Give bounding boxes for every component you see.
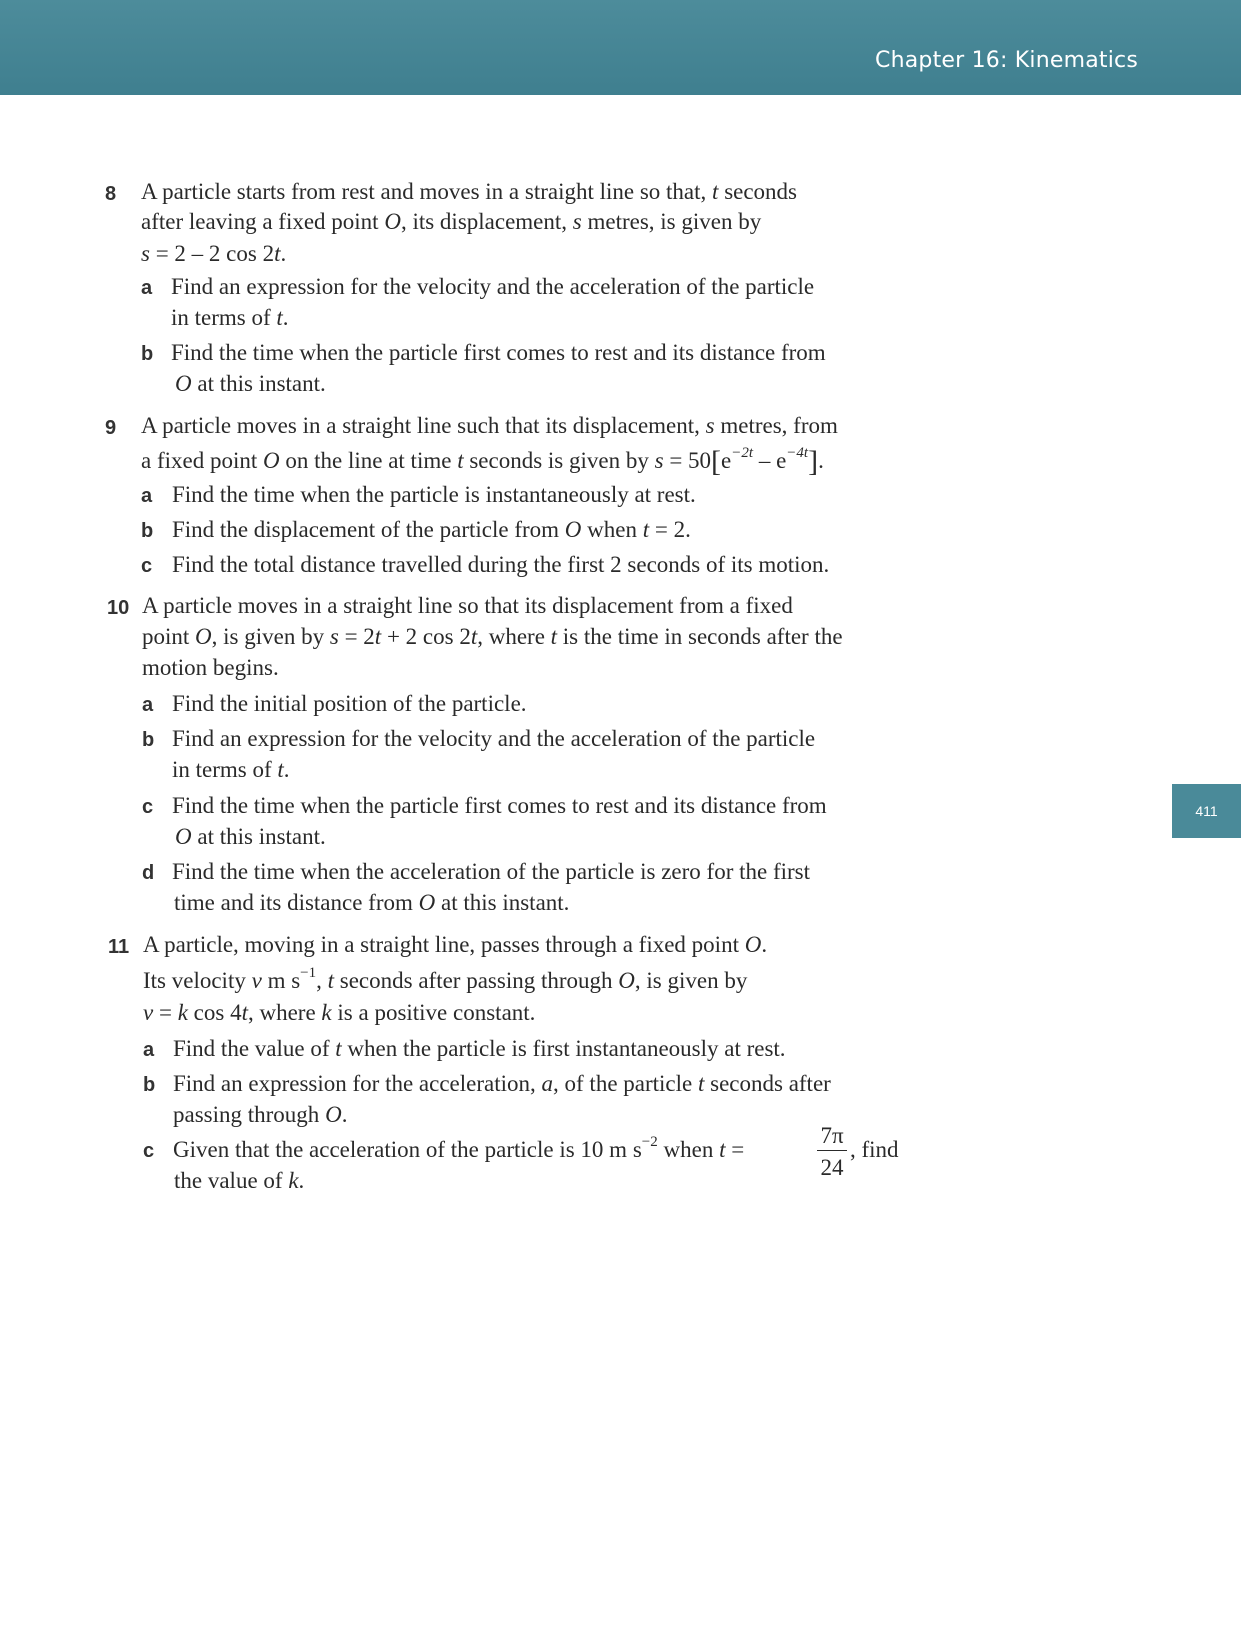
text: , is given by (211, 624, 330, 649)
text: point (142, 624, 196, 649)
question-10-stem-line-3: motion begins. (142, 655, 279, 680)
text: time and its distance from (174, 890, 419, 915)
var-O: O (384, 209, 401, 234)
text: . (761, 932, 768, 957)
text: after leaving a fixed point (141, 209, 385, 234)
question-11c-letter: c (143, 1140, 155, 1162)
text: Given that the acceleration of the particle is 10 m s (173, 1137, 642, 1162)
var-O: O (564, 517, 582, 542)
text: when the particle is first instantaneously at rest. (341, 1036, 786, 1061)
text: cos 4 (187, 1000, 242, 1025)
question-8-equation (141, 242, 286, 265)
text: when (657, 1137, 720, 1162)
question-11b-letter: b (143, 1074, 156, 1096)
text: metres, from (714, 413, 838, 438)
question-8b-letter: b (141, 343, 154, 365)
question-10d-line-2 (174, 891, 569, 914)
question-10c-line-1: Find the time when the particle first comes to rest and its distance from (172, 793, 827, 818)
question-10b-line-1: Find an expression for the velocity and the acceleration of the particle (172, 726, 816, 751)
text: . (280, 241, 287, 266)
text: = 2. (649, 517, 691, 542)
question-8-number: 8 (105, 183, 117, 205)
page-number-tab (1172, 784, 1241, 838)
question-11b-line-1 (173, 1072, 831, 1095)
text: A particle starts from rest and moves in a straight line so that, (141, 179, 713, 204)
text: seconds after passing through (334, 968, 619, 993)
var-O: O (263, 448, 280, 473)
exponent: −2 (641, 1134, 658, 1151)
var-t: t (712, 179, 719, 204)
text: the value of (174, 1168, 289, 1193)
question-9b-line-1 (172, 518, 691, 541)
text: , of the particle (553, 1071, 698, 1096)
text: e (721, 448, 732, 473)
page-number: 411 (1195, 803, 1218, 819)
text: on the line at time (279, 448, 458, 473)
text: Find an expression for the acceleration, (173, 1071, 542, 1096)
var-t: t (374, 624, 382, 649)
text: a fixed point (141, 448, 263, 473)
question-11c-line-1-end: , find (850, 1137, 899, 1162)
text: when (581, 517, 643, 542)
var-t: t (719, 1137, 726, 1162)
var-t: t (241, 1000, 248, 1025)
text: = 50 (663, 448, 712, 473)
fraction-denominator: 24 (820, 1155, 844, 1180)
var-O: O (195, 624, 212, 649)
question-11-equation (143, 1001, 535, 1024)
var-t: t (470, 624, 478, 649)
text: . (818, 448, 824, 473)
question-8b-line-2 (175, 372, 326, 395)
text: . (283, 757, 290, 782)
question-10-number: 10 (107, 597, 130, 619)
text: metres, is given by (581, 209, 762, 234)
var-s: s (572, 209, 582, 234)
var-t: t (276, 305, 283, 330)
exponent: −1 (300, 965, 317, 982)
var-v: v (143, 1000, 154, 1025)
question-10c-letter: c (142, 796, 154, 818)
var-k: k (288, 1168, 299, 1193)
text: , is given by (634, 968, 748, 993)
var-O: O (744, 932, 762, 957)
text: . (341, 1102, 348, 1127)
var-k: k (321, 1000, 332, 1025)
var-O: O (175, 824, 192, 849)
question-10b-line-2 (172, 758, 290, 781)
question-11c-line-2 (174, 1169, 304, 1192)
text: = (153, 1000, 178, 1025)
question-9c-letter: c (141, 555, 153, 577)
text: in terms of (171, 305, 277, 330)
text: Its velocity (143, 968, 252, 993)
text: Find the value of (173, 1036, 336, 1061)
text: seconds is given by (463, 448, 655, 473)
text: A particle, moving in a straight line, passes through a fixed point (143, 932, 745, 957)
question-8b-line-1: Find the time when the particle first comes to rest and its distance from (171, 340, 826, 365)
text: . (298, 1168, 305, 1193)
text: A particle moves in a straight line such that its displacement, (141, 413, 706, 438)
question-8-stem-line-1 (141, 180, 797, 203)
text: , where (247, 1000, 322, 1025)
question-11-number: 11 (108, 936, 130, 958)
text: = 2 (338, 624, 375, 649)
question-8a-line-1: Find an expression for the velocity and the acceleration of the particle (171, 274, 815, 299)
var-O: O (325, 1102, 342, 1127)
var-s: s (141, 241, 150, 266)
text: is a positive constant. (331, 1000, 536, 1025)
question-10d-line-1: Find the time when the acceleration of the particle is zero for the first (172, 859, 811, 884)
text: passing through (173, 1102, 326, 1127)
var-s: s (654, 448, 664, 473)
question-10a-letter: a (142, 694, 154, 716)
question-10-stem-line-1: A particle moves in a straight line so that its displacement from a fixed (142, 593, 793, 618)
exponent: −2t (731, 445, 754, 462)
question-8a-letter: a (141, 277, 153, 299)
chapter-title: Chapter 16: Kinematics (875, 48, 1138, 73)
question-11a-letter: a (143, 1039, 155, 1061)
question-11-stem-line-2 (143, 965, 748, 993)
text: , where (477, 624, 551, 649)
var-s: s (329, 624, 339, 649)
text: = 2 – 2 cos 2 (149, 241, 275, 266)
text: . (282, 305, 289, 330)
var-t: t (642, 517, 650, 542)
left-bracket: [ (711, 445, 722, 478)
question-9a-letter: a (141, 485, 153, 507)
question-11c-line-1 (173, 1134, 745, 1162)
fraction-bar (817, 1150, 847, 1151)
exponent: −4t (786, 445, 809, 462)
var-t: t (335, 1036, 342, 1061)
var-O: O (418, 890, 436, 915)
var-O: O (618, 968, 635, 993)
question-10a-line-1: Find the initial position of the particle. (172, 691, 527, 716)
text: , (316, 968, 328, 993)
question-11-stem-line-1 (143, 933, 767, 956)
text: in terms of (172, 757, 278, 782)
var-s: s (705, 413, 715, 438)
question-9b-letter: b (141, 520, 154, 542)
text: Find the displacement of the particle from (172, 517, 565, 542)
text: , its displacement, (400, 209, 573, 234)
question-9a-line-1: Find the time when the particle is instantaneously at rest. (172, 482, 696, 507)
var-k: k (177, 1000, 188, 1025)
question-10-stem-line-2 (142, 625, 843, 648)
var-t: t (274, 241, 281, 266)
question-9-stem-line-1 (141, 414, 838, 437)
text: seconds (718, 179, 798, 204)
question-11a-line-1 (173, 1037, 786, 1060)
var-t: t (550, 624, 558, 649)
text: at this instant. (191, 824, 326, 849)
question-9c-line-1: Find the total distance travelled during the first 2 seconds of its motion. (172, 552, 830, 577)
right-bracket: ] (808, 445, 819, 478)
fraction-numerator: 7π (820, 1123, 844, 1148)
text: = (725, 1137, 745, 1162)
question-10d-letter: d (142, 862, 155, 884)
text: – e (753, 448, 787, 473)
question-10b-letter: b (142, 729, 155, 751)
question-9-stem-line-2 (141, 447, 824, 477)
var-t: t (327, 968, 335, 993)
text: m s (261, 968, 301, 993)
var-a: a (541, 1071, 554, 1096)
question-10c-line-2 (175, 825, 326, 848)
text: at this instant. (435, 890, 570, 915)
var-t: t (697, 1071, 705, 1096)
question-9-number: 9 (105, 417, 117, 439)
question-8-stem-line-2 (141, 210, 761, 233)
text: at this instant. (191, 371, 326, 396)
question-8a-line-2 (171, 306, 289, 329)
var-t: t (457, 448, 464, 473)
text: is the time in seconds after the (557, 624, 843, 649)
var-v: v (251, 968, 262, 993)
var-t: t (277, 757, 284, 782)
text: + 2 cos 2 (381, 624, 471, 649)
var-O: O (175, 371, 192, 396)
question-11b-line-2 (173, 1103, 347, 1126)
text: seconds after (704, 1071, 831, 1096)
